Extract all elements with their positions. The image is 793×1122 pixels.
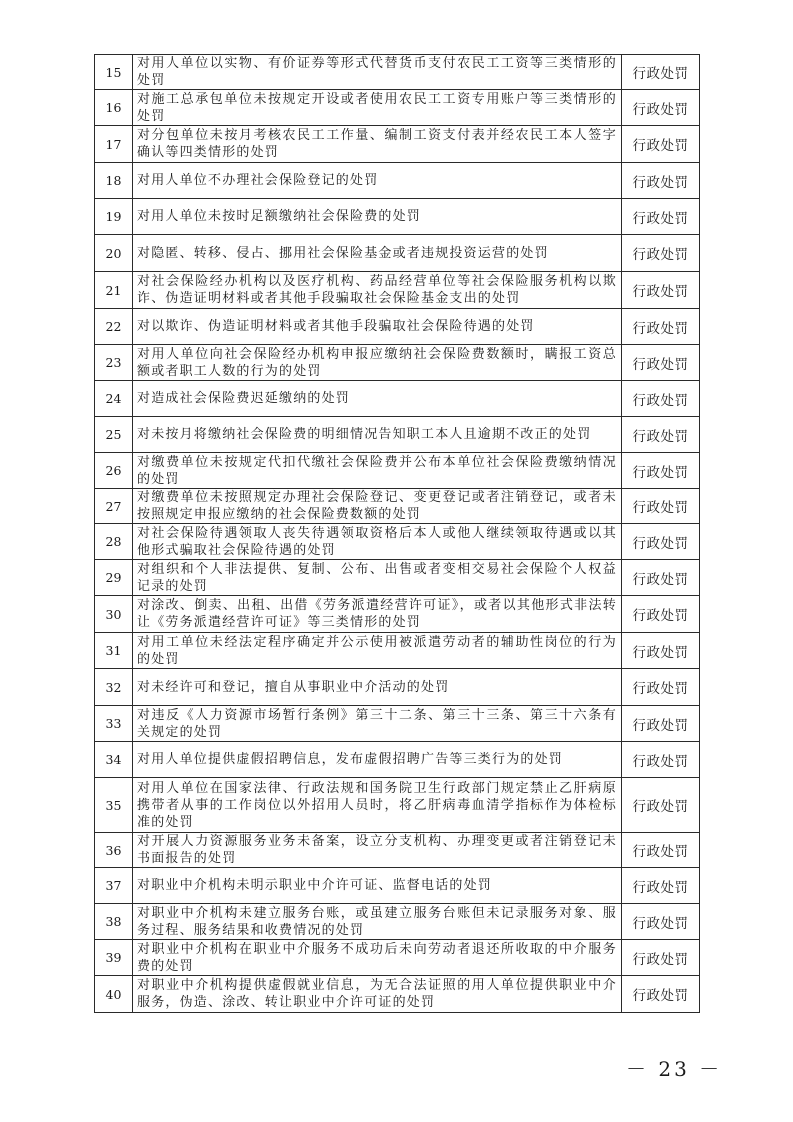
row-penalty-type: 行政处罚 xyxy=(622,272,700,309)
row-item-description: 对违反《人力资源市场暂行条例》第三十二条、第三十三条、第三十六条有关规定的处罚 xyxy=(133,706,622,742)
table-row xyxy=(95,633,700,669)
row-penalty-type: 行政处罚 xyxy=(622,833,700,868)
row-number: 20 xyxy=(95,235,133,272)
row-number: 34 xyxy=(95,742,133,778)
row-item-description: 对职业中介机构在职业中介服务不成功后未向劳动者退还所收取的中介服务费的处罚 xyxy=(133,940,622,976)
row-item-description: 对用工单位未经法定程序确定并公示使用被派遣劳动者的辅助性岗位的行为的处罚 xyxy=(133,633,622,669)
penalty-table-container xyxy=(94,54,700,1013)
row-penalty-type: 行政处罚 xyxy=(622,163,700,199)
row-number: 19 xyxy=(95,199,133,235)
row-item-description: 对以欺诈、伪造证明材料或者其他手段骗取社会保险待遇的处罚 xyxy=(133,309,622,345)
table-row xyxy=(95,199,700,235)
table-row xyxy=(95,706,700,742)
table-row xyxy=(95,742,700,778)
row-number: 40 xyxy=(95,976,133,1013)
row-number: 24 xyxy=(95,381,133,417)
row-number: 33 xyxy=(95,706,133,742)
row-number: 35 xyxy=(95,778,133,833)
row-number: 25 xyxy=(95,417,133,453)
row-number: 36 xyxy=(95,833,133,868)
table-row xyxy=(95,55,700,90)
row-penalty-type: 行政处罚 xyxy=(622,904,700,940)
table-row xyxy=(95,833,700,868)
row-number: 30 xyxy=(95,596,133,633)
row-penalty-type: 行政处罚 xyxy=(622,199,700,235)
row-item-description: 对缴费单位未按照规定办理社会保险登记、变更登记或者注销登记，或者未按照规定申报应缴纳的社会保险费数额的处罚 xyxy=(133,489,622,524)
row-penalty-type: 行政处罚 xyxy=(622,669,700,706)
row-penalty-type: 行政处罚 xyxy=(622,742,700,778)
row-penalty-type: 行政处罚 xyxy=(622,778,700,833)
page-number: － 23 － xyxy=(626,1057,723,1081)
row-item-description: 对隐匿、转移、侵占、挪用社会保险基金或者违规投资运营的处罚 xyxy=(133,235,622,272)
row-number: 28 xyxy=(95,524,133,560)
table-row xyxy=(95,596,700,633)
row-penalty-type: 行政处罚 xyxy=(622,235,700,272)
row-item-description: 对未经许可和登记，擅自从事职业中介活动的处罚 xyxy=(133,669,622,706)
row-penalty-type: 行政处罚 xyxy=(622,489,700,524)
table-row xyxy=(95,381,700,417)
row-number: 23 xyxy=(95,345,133,381)
row-penalty-type: 行政处罚 xyxy=(622,633,700,669)
row-number: 17 xyxy=(95,126,133,163)
table-row xyxy=(95,309,700,345)
row-number: 15 xyxy=(95,55,133,90)
table-row xyxy=(95,560,700,596)
table-row xyxy=(95,163,700,199)
row-item-description: 对用人单位不办理社会保险登记的处罚 xyxy=(133,163,622,199)
table-row xyxy=(95,90,700,126)
row-penalty-type: 行政处罚 xyxy=(622,126,700,163)
row-item-description: 对职业中介机构提供虚假就业信息，为无合法证照的用人单位提供职业中介服务，伪造、涂改、转让职业中介许可证的处罚 xyxy=(133,976,622,1013)
row-number: 27 xyxy=(95,489,133,524)
row-item-description: 对分包单位未按月考核农民工工作量、编制工资支付表并经农民工本人签字确认等四类情形的处罚 xyxy=(133,126,622,163)
row-number: 37 xyxy=(95,868,133,904)
table-row xyxy=(95,489,700,524)
row-item-description: 对用人单位向社会保险经办机构申报应缴纳社会保险费数额时，瞒报工资总额或者职工人数的行为的处罚 xyxy=(133,345,622,381)
row-item-description: 对用人单位提供虚假招聘信息，发布虚假招聘广告等三类行为的处罚 xyxy=(133,742,622,778)
row-penalty-type: 行政处罚 xyxy=(622,90,700,126)
row-number: 22 xyxy=(95,309,133,345)
row-item-description: 对造成社会保险费迟延缴纳的处罚 xyxy=(133,381,622,417)
row-item-description: 对用人单位以实物、有价证券等形式代替货币支付农民工工资等三类情形的处罚 xyxy=(133,55,622,90)
row-item-description: 对缴费单位未按规定代扣代缴社会保险费并公布本单位社会保险费缴纳情况的处罚 xyxy=(133,453,622,489)
row-penalty-type: 行政处罚 xyxy=(622,417,700,453)
table-row xyxy=(95,453,700,489)
row-penalty-type: 行政处罚 xyxy=(622,453,700,489)
row-number: 38 xyxy=(95,904,133,940)
row-penalty-type: 行政处罚 xyxy=(622,940,700,976)
table-row xyxy=(95,272,700,309)
row-number: 18 xyxy=(95,163,133,199)
row-number: 21 xyxy=(95,272,133,309)
row-number: 29 xyxy=(95,560,133,596)
row-penalty-type: 行政处罚 xyxy=(622,596,700,633)
table-row xyxy=(95,778,700,833)
row-item-description: 对用人单位未按时足额缴纳社会保险费的处罚 xyxy=(133,199,622,235)
row-penalty-type: 行政处罚 xyxy=(622,868,700,904)
table-row xyxy=(95,345,700,381)
penalty-items-table xyxy=(94,54,700,1013)
row-item-description: 对施工总承包单位未按规定开设或者使用农民工工资专用账户等三类情形的处罚 xyxy=(133,90,622,126)
row-penalty-type: 行政处罚 xyxy=(622,524,700,560)
row-penalty-type: 行政处罚 xyxy=(622,706,700,742)
row-penalty-type: 行政处罚 xyxy=(622,55,700,90)
row-item-description: 对组织和个人非法提供、复制、公布、出售或者变相交易社会保险个人权益记录的处罚 xyxy=(133,560,622,596)
row-item-description: 对职业中介机构未明示职业中介许可证、监督电话的处罚 xyxy=(133,868,622,904)
table-row xyxy=(95,417,700,453)
row-penalty-type: 行政处罚 xyxy=(622,976,700,1013)
row-number: 32 xyxy=(95,669,133,706)
row-penalty-type: 行政处罚 xyxy=(622,560,700,596)
row-number: 26 xyxy=(95,453,133,489)
row-penalty-type: 行政处罚 xyxy=(622,309,700,345)
row-item-description: 对未按月将缴纳社会保险费的明细情况告知职工本人且逾期不改正的处罚 xyxy=(133,417,622,453)
table-row xyxy=(95,235,700,272)
row-item-description: 对用人单位在国家法律、行政法规和国务院卫生行政部门规定禁止乙肝病原携带者从事的工作岗位以外招用人员时，将乙肝病毒血清学指标作为体检标准的处罚 xyxy=(133,778,622,833)
row-number: 39 xyxy=(95,940,133,976)
table-row xyxy=(95,904,700,940)
row-number: 31 xyxy=(95,633,133,669)
table-row xyxy=(95,976,700,1013)
row-number: 16 xyxy=(95,90,133,126)
table-row xyxy=(95,940,700,976)
row-item-description: 对社会保险待遇领取人丧失待遇领取资格后本人或他人继续领取待遇或以其他形式骗取社会保险待遇的处罚 xyxy=(133,524,622,560)
table-row xyxy=(95,524,700,560)
table-row xyxy=(95,868,700,904)
row-item-description: 对开展人力资源服务业务未备案，设立分支机构、办理变更或者注销登记未书面报告的处罚 xyxy=(133,833,622,868)
row-penalty-type: 行政处罚 xyxy=(622,345,700,381)
table-row xyxy=(95,126,700,163)
row-item-description: 对社会保险经办机构以及医疗机构、药品经营单位等社会保险服务机构以欺诈、伪造证明材料或者其他手段骗取社会保险基金支出的处罚 xyxy=(133,272,622,309)
row-item-description: 对职业中介机构未建立服务台账，或虽建立服务台账但未记录服务对象、服务过程、服务结果和收费情况的处罚 xyxy=(133,904,622,940)
table-row xyxy=(95,669,700,706)
row-penalty-type: 行政处罚 xyxy=(622,381,700,417)
row-item-description: 对涂改、倒卖、出租、出借《劳务派遣经营许可证》，或者以其他形式非法转让《劳务派遣经营许可证》等三类情形的处罚 xyxy=(133,596,622,633)
